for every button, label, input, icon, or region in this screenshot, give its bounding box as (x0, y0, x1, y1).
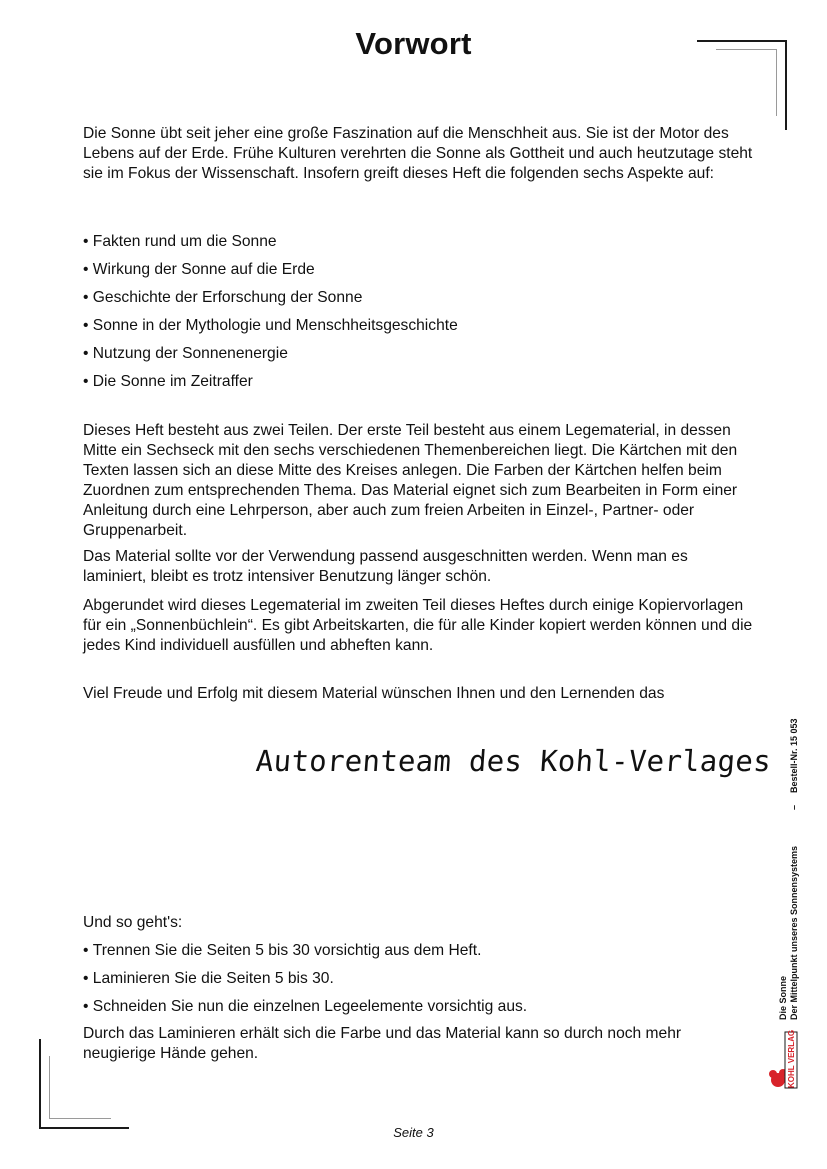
list-item: • Nutzung der Sonnenenergie (83, 344, 755, 372)
howto-note: Durch das Laminieren erhält sich die Farbe und das Material kann so durch noch mehr neugierige Hände gehen. (83, 1025, 682, 1062)
list-item: • Laminieren Sie die Seiten 5 bis 30. (83, 969, 755, 997)
body-paragraph-1: Dieses Heft besteht aus zwei Teilen. Der erste Teil besteht aus einem Legematerial, in dessen Mitte ein Sechseck mit den sechs verschiedenen Themenbereichen liegt. Die Kärtchen mit den Texten lassen sich an diese Mitte des Kreises anlegen. Die Farben der Kärtchen helfen beim Zuordnen zum entsprechenden Thema. Das Material eignet sich zum Bearbeiten in Form einer Anleitung durch eine Lehrperson, aber auch zum freien Arbeiten in Einzel-, Partner- oder Gruppenarbeit. (83, 422, 738, 539)
closing-line: Viel Freude und Erfolg mit diesem Material wünschen Ihnen und den Lernenden das (83, 685, 665, 702)
order-number: Bestell-Nr. 15 053 (789, 718, 799, 793)
logo-text: KOHL VERLAG (787, 1029, 796, 1088)
list-item: • Trennen Sie die Seiten 5 bis 30 vorsichtig aus dem Heft. (83, 941, 755, 969)
intro-paragraph: Die Sonne übt seit jeher eine große Faszination auf die Menschheit aus. Sie ist der Motor des Lebens auf der Erde. Frühe Kulturen verehrten die Sonne als Gottheit und auch heutzutage steht sie im Fokus der Wissenschaft. Insofern greift dieses Heft die folgenden sechs Aspekte auf: (83, 125, 753, 182)
howto-heading: Und so geht's: (83, 914, 183, 931)
page-number: Seite 3 (393, 1125, 434, 1140)
page-title: Vorwort (355, 26, 472, 61)
list-item: • Schneiden Sie nun die einzelnen Legeelemente vorsichtig aus. (83, 997, 755, 1025)
list-item: • Fakten rund um die Sonne (83, 232, 755, 260)
publisher-logo (768, 1030, 802, 1092)
body-paragraph-3: Abgerundet wird dieses Legematerial im zweiten Teil dieses Heftes durch einige Kopiervorlagen für ein „Sonnenbüchlein“. Es gibt Arbeitskarten, die für alle Kinder kopiert werden können und die jedes Kind individuell ausfüllen und abheften kann. (83, 597, 753, 654)
list-item: • Geschichte der Erforschung der Sonne (83, 288, 755, 316)
howto-list (83, 941, 755, 1025)
body-paragraph-2: Das Material sollte vor der Verwendung passend ausgeschnitten werden. Wenn man es laminiert, bleibt es trotz intensiver Benutzung länger schön. (83, 548, 688, 585)
list-item: • Die Sonne im Zeitraffer (83, 372, 755, 400)
list-item: • Wirkung der Sonne auf die Erde (83, 260, 755, 288)
book-subtitle: Der Mittelpunkt unseres Sonnensystems (789, 845, 799, 1020)
list-item: • Sonne in der Mythologie und Menschheitsgeschichte (83, 316, 755, 344)
side-info (770, 700, 798, 1080)
signature: Autorenteam des Kohl-Verlages (254, 744, 773, 778)
book-title: Die Sonne (778, 975, 788, 1020)
separator: – (789, 804, 799, 810)
aspects-list (83, 232, 755, 400)
